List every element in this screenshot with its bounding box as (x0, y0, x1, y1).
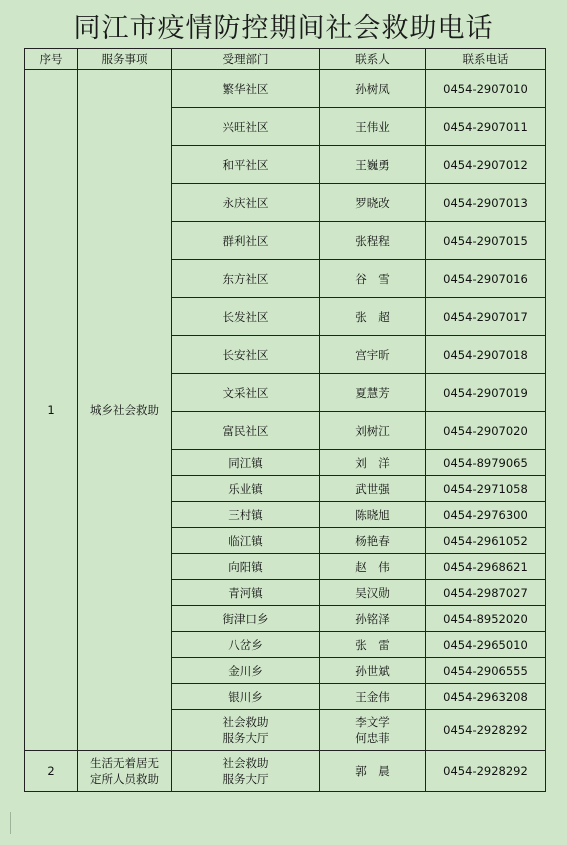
dept-cell: 向阳镇 (172, 554, 320, 580)
dept-cell: 富民社区 (172, 412, 320, 450)
phone-cell: 0454-2968621 (426, 554, 546, 580)
service-cell (78, 751, 172, 792)
dept-cell: 兴旺社区 (172, 108, 320, 146)
contact-cell: 刘树江 (320, 412, 426, 450)
dept-cell: 东方社区 (172, 260, 320, 298)
phone-cell: 0454-2976300 (426, 502, 546, 528)
phone-cell: 0454-2907013 (426, 184, 546, 222)
dept-cell: 银川乡 (172, 684, 320, 710)
contact-cell-line: 何忠菲 (355, 731, 390, 745)
dept-cell (172, 710, 320, 751)
contact-cell: 陈晓旭 (320, 502, 426, 528)
dept-cell: 永庆社区 (172, 184, 320, 222)
contact-cell (320, 710, 426, 751)
phone-cell: 0454-2907010 (426, 70, 546, 108)
dept-cell-line: 社会救助 (222, 756, 269, 770)
dept-cell: 三村镇 (172, 502, 320, 528)
contact-cell: 张 雷 (320, 632, 426, 658)
table-row (25, 751, 546, 792)
contact-cell: 武世强 (320, 476, 426, 502)
phone-cell: 0454-2961052 (426, 528, 546, 554)
contact-cell: 张程程 (320, 222, 426, 260)
phone-cell: 0454-2965010 (426, 632, 546, 658)
phone-cell: 0454-2906555 (426, 658, 546, 684)
phone-cell: 0454-2928292 (426, 751, 546, 792)
contact-cell: 孙世斌 (320, 658, 426, 684)
contact-cell: 孙铭泽 (320, 606, 426, 632)
phone-cell: 0454-2907011 (426, 108, 546, 146)
contact-cell: 吴汉勋 (320, 580, 426, 606)
phone-cell: 0454-2907020 (426, 412, 546, 450)
dept-cell: 同江镇 (172, 450, 320, 476)
contact-cell: 赵 伟 (320, 554, 426, 580)
page-margin-mark (0, 812, 11, 834)
dept-cell: 街津口乡 (172, 606, 320, 632)
dept-cell: 乐业镇 (172, 476, 320, 502)
contact-cell: 宫宇昕 (320, 336, 426, 374)
phone-cell: 0454-2907018 (426, 336, 546, 374)
seq-cell: 1 (25, 70, 78, 751)
header-dept: 受理部门 (172, 49, 320, 70)
dept-cell-line: 服务大厅 (222, 731, 269, 745)
dept-cell (172, 751, 320, 792)
seq-cell: 2 (25, 751, 78, 792)
dept-cell: 青河镇 (172, 580, 320, 606)
table-row (25, 70, 546, 108)
contact-cell: 王伟业 (320, 108, 426, 146)
service-cell-line: 生活无着居无 (90, 756, 159, 770)
phone-cell: 0454-2907015 (426, 222, 546, 260)
contact-cell: 王金伟 (320, 684, 426, 710)
dept-cell: 群利社区 (172, 222, 320, 260)
contact-table (24, 48, 546, 792)
dept-cell-line: 服务大厅 (222, 772, 269, 786)
header-phone: 联系电话 (426, 49, 546, 70)
phone-cell: 0454-8952020 (426, 606, 546, 632)
phone-cell: 0454-2907016 (426, 260, 546, 298)
phone-cell: 0454-2963208 (426, 684, 546, 710)
contact-cell: 王巍勇 (320, 146, 426, 184)
service-cell: 城乡社会救助 (78, 70, 172, 751)
phone-cell: 0454-2907019 (426, 374, 546, 412)
phone-cell: 0454-8979065 (426, 450, 546, 476)
header-contact: 联系人 (320, 49, 426, 70)
phone-cell: 0454-2928292 (426, 710, 546, 751)
contact-cell: 张 超 (320, 298, 426, 336)
phone-cell: 0454-2907017 (426, 298, 546, 336)
contact-cell: 刘 洋 (320, 450, 426, 476)
table-header-row (25, 49, 546, 70)
contact-cell: 孙树凤 (320, 70, 426, 108)
service-cell-line: 定所人员救助 (90, 772, 159, 786)
phone-cell: 0454-2971058 (426, 476, 546, 502)
contact-cell: 郭 晨 (320, 751, 426, 792)
phone-cell: 0454-2907012 (426, 146, 546, 184)
dept-cell: 文采社区 (172, 374, 320, 412)
dept-cell: 临江镇 (172, 528, 320, 554)
phone-cell: 0454-2987027 (426, 580, 546, 606)
header-service: 服务事项 (78, 49, 172, 70)
dept-cell: 长发社区 (172, 298, 320, 336)
contact-cell: 夏慧芳 (320, 374, 426, 412)
page-title: 同江市疫情防控期间社会救助电话 (73, 13, 494, 44)
dept-cell: 和平社区 (172, 146, 320, 184)
contact-cell: 罗晓改 (320, 184, 426, 222)
header-seq: 序号 (25, 49, 78, 70)
dept-cell-line: 社会救助 (222, 715, 269, 729)
dept-cell: 长安社区 (172, 336, 320, 374)
dept-cell: 繁华社区 (172, 70, 320, 108)
contact-cell: 杨艳春 (320, 528, 426, 554)
contact-cell: 谷 雪 (320, 260, 426, 298)
dept-cell: 金川乡 (172, 658, 320, 684)
contact-cell-line: 李文学 (355, 715, 390, 729)
dept-cell: 八岔乡 (172, 632, 320, 658)
